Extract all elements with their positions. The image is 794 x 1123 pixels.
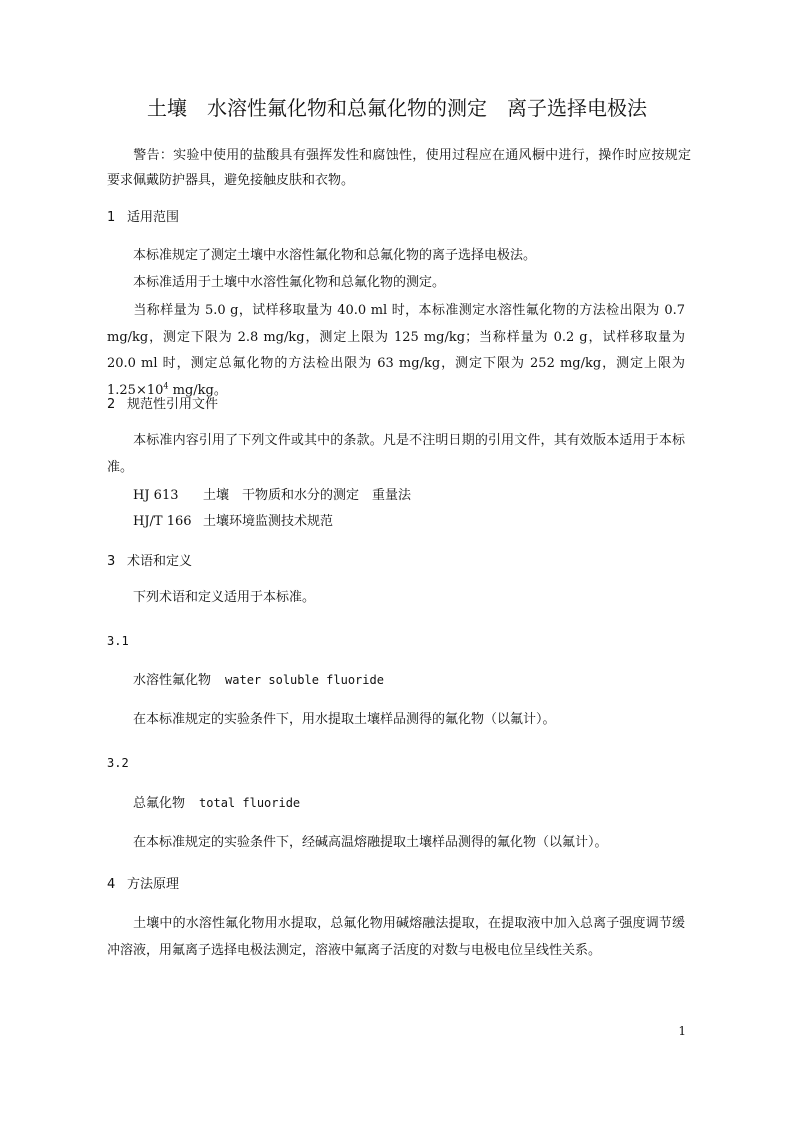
section-1-paragraph-2 [107,270,685,297]
paragraph-text-tail: mg/kg。 [168,382,227,398]
section-1-paragraph-3 [107,298,685,404]
paragraph-text: 在本标准规定的实验条件下，用水提取土壤样品测得的氟化物（以氟计）。 [133,712,556,727]
term-chinese: 水溶性氟化物 [133,673,212,688]
exponent: 4 [163,381,169,391]
section-title: 规范性引用文件 [127,397,219,412]
reference-name: 土壤环境监测技术规范 [203,514,334,529]
section-3-heading [107,552,192,572]
warning-paragraph [107,143,691,193]
section-3-paragraph-1 [107,585,685,612]
paragraph-text: 本标准内容引用了下列文件或其中的条款。凡是不注明日期的引用文件，其有效版本适用于本标准。 [107,433,685,475]
section-1-heading [107,208,179,228]
section-number: 4 [107,877,116,892]
term-entry [133,793,300,814]
section-number: 1 [107,210,116,225]
reference-item [133,486,411,506]
section-title: 方法原理 [127,877,180,892]
paragraph-text: 本标准适用于土壤中水溶性氟化物和总氟化物的测定。 [133,275,446,290]
section-number: 3 [107,554,116,569]
term-definition [107,707,685,734]
document-title: 土壤 水溶性氟化物和总氟化物的测定 离子选择电极法 [147,96,647,120]
term-definition [107,830,685,857]
term-chinese: 总氟化物 [133,796,186,811]
section-2-paragraph-1 [107,428,685,481]
reference-code: HJ 613 [133,488,179,503]
section-2-heading [107,395,218,415]
paragraph-text: 在本标准规定的实验条件下，经碱高温熔融提取土壤样品测得的氟化物（以氟计）。 [133,835,608,850]
reference-item [133,512,333,532]
section-number: 2 [107,397,116,412]
section-1-paragraph-1 [107,243,685,270]
paragraph-text: 土壤中的水溶性氟化物用水提取，总氟化物用碱熔融法提取，在提取液中加入总离子强度调节缓冲溶液，用氟离子选择电极法测定，溶液中氟离子活度的对数与电极电位呈线性关系。 [107,916,685,958]
term-english: water soluble fluoride [225,673,384,687]
section-4-paragraph-1 [107,911,685,964]
reference-name: 土壤 干物质和水分的测定 重量法 [203,488,412,503]
section-title: 术语和定义 [127,554,193,569]
term-english: total fluoride [199,796,301,810]
paragraph-text: 当称样量为 5.0 g，试样移取量为 40.0 ml 时，本标准测定水溶性氟化物的方法检出限为 0.7 mg/kg，测定下限为 2.8 mg/kg，测定上限为 125 mg/kg；当称样量为 0.2 g，试样移取量为 20.0 ml 时，测定总氟化物的方法检出限为 63 mg/kg，测定下限为 252 mg/kg，测定上限为 1.25×10 [107,303,685,398]
reference-code: HJ/T 166 [133,514,192,529]
clause-number: 3.2 [107,756,129,770]
section-title: 适用范围 [127,210,180,225]
paragraph-text: 下列术语和定义适用于本标准。 [133,590,316,605]
warning-text: 警告：实验中使用的盐酸具有强挥发性和腐蚀性，使用过程应在通风橱中进行，操作时应按规定要求佩戴防护器具，避免接触皮肤和衣物。 [107,148,691,188]
clause-number: 3.1 [107,634,129,648]
page-number: 1 [678,1024,686,1038]
section-4-heading [107,875,179,895]
paragraph-text: 本标准规定了测定土壤中水溶性氟化物和总氟化物的离子选择电极法。 [133,248,537,263]
term-entry [133,670,384,691]
